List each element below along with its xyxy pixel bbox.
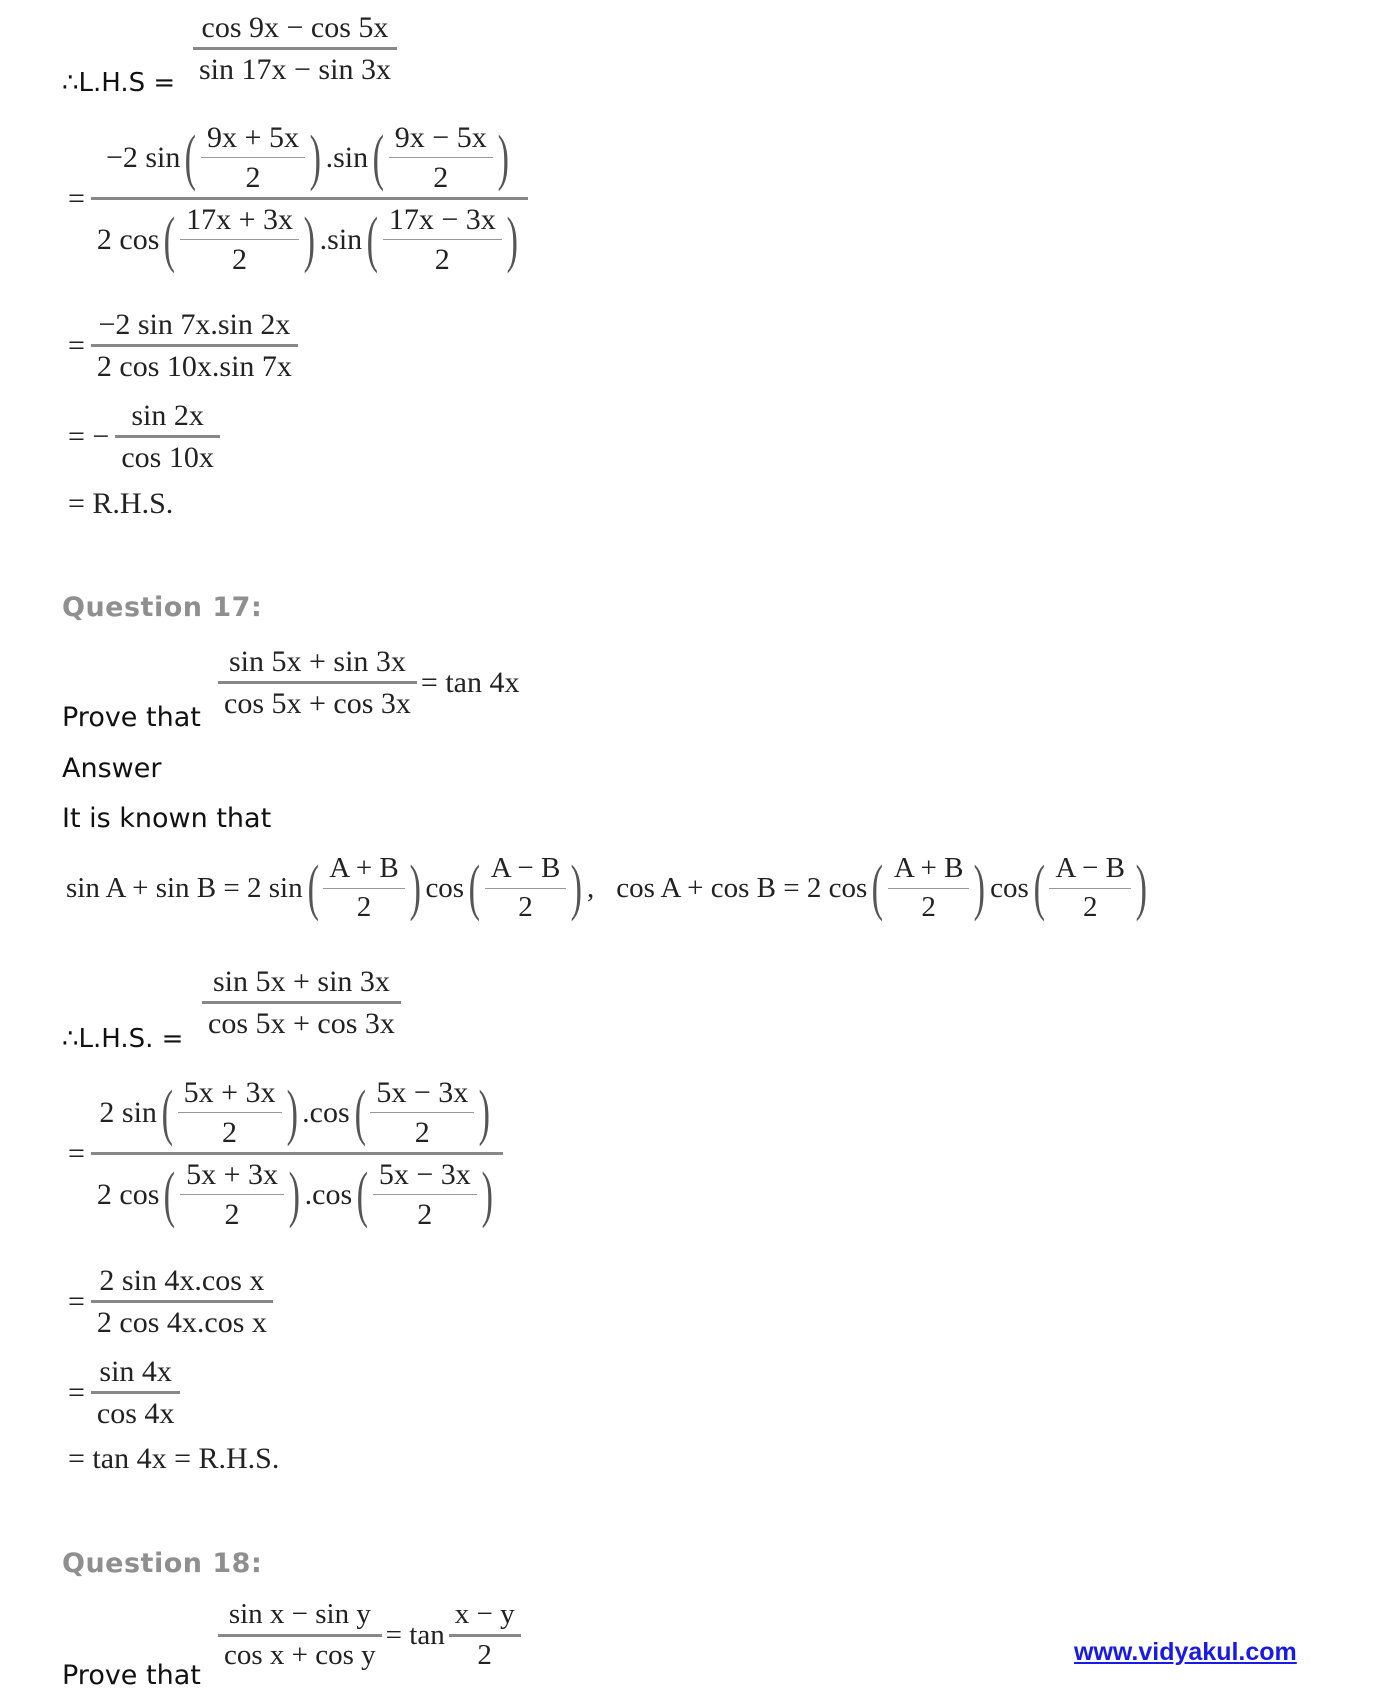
numerator: sin 2x <box>131 399 204 432</box>
vidyakul-link[interactable]: www.vidyakul.com <box>1074 1638 1297 1666</box>
q17-statement-fraction <box>218 642 519 723</box>
identity-lhs-2: cos A + cos B = 2 cos <box>616 871 868 904</box>
operator: cos <box>990 871 1029 904</box>
operator: .cos <box>304 1178 353 1211</box>
q16-step4: = R.H.S. <box>68 487 174 520</box>
q17-step1 <box>68 1073 503 1234</box>
numerator: A + B <box>329 852 399 884</box>
numerator: cos 9x − cos 5x <box>201 11 389 44</box>
q18-statement <box>218 1596 521 1674</box>
equals-sign: = <box>68 1375 85 1409</box>
denominator: 2 <box>417 1198 433 1231</box>
denominator: cos 10x <box>121 441 214 474</box>
numerator <box>100 118 519 197</box>
paren-group: ( $\frac{A + B}{2}$ ) <box>867 850 990 926</box>
equals-sign: = − <box>68 419 110 453</box>
q16-step2 <box>68 305 298 386</box>
numerator: 2 sin 4x.cos x <box>99 1264 265 1297</box>
q17-step4: = tan 4x = R.H.S. <box>68 1442 280 1475</box>
rhs-prefix: = tan <box>385 1618 445 1651</box>
coefficient: 2 sin <box>99 1096 157 1129</box>
equals-sign: = <box>68 1284 85 1318</box>
denominator: 2 <box>921 890 936 923</box>
denominator: 2 <box>222 1116 238 1149</box>
question-17-heading: Question 17: <box>62 592 263 623</box>
numerator: 9x − 5x <box>394 121 487 154</box>
denominator: cos 5x + cos 3x <box>208 1007 395 1040</box>
rhs: = tan 4x <box>420 665 520 699</box>
numerator: A + B <box>893 852 964 884</box>
q17-identity <box>66 850 1152 926</box>
denominator: 2 <box>232 243 248 276</box>
q16-step3 <box>68 396 220 477</box>
numerator: sin 5x + sin 3x <box>212 965 390 998</box>
numerator: sin 5x + sin 3x <box>228 645 406 678</box>
denominator: 2 <box>434 243 450 276</box>
numerator: −2 sin 7x.sin 2x <box>98 308 291 341</box>
equals-sign: = <box>68 181 85 215</box>
denominator: 2 <box>414 1116 430 1149</box>
paren-group: ( $\frac{9x + 5x}{2}$ ) <box>180 118 325 197</box>
numerator: A − B <box>490 852 561 884</box>
numerator: sin x − sin y <box>228 1598 371 1630</box>
operator: .cos <box>302 1096 350 1129</box>
question-18-heading: Question 18: <box>62 1548 263 1579</box>
q16-lhs-label: ∴L.H.S = <box>62 68 176 98</box>
numerator: A − B <box>1055 852 1125 884</box>
denominator: cos 5x + cos 3x <box>224 687 411 720</box>
coefficient: −2 sin <box>105 141 181 174</box>
fraction <box>449 1596 521 1674</box>
operator: cos <box>425 871 465 904</box>
operator: .sin <box>325 141 369 174</box>
q17-lhs-label: ∴L.H.S. = <box>62 1024 184 1054</box>
paren-group: ( $\frac{5x + 3x}{2}$ ) <box>157 1073 302 1152</box>
denominator <box>91 1155 503 1234</box>
paren-group: ( $\frac{17x + 3x}{2}$ ) <box>159 200 319 279</box>
denominator: 2 <box>433 161 449 194</box>
paren-group: ( $\frac{17x - 3x}{2}$ ) <box>362 200 522 279</box>
denominator: 2 <box>477 1638 492 1671</box>
numerator: 5x + 3x <box>186 1158 278 1191</box>
q17-step0-fraction <box>202 962 401 1043</box>
paren-group: ( $\frac{5x - 3x}{2}$ ) <box>352 1155 497 1234</box>
fraction <box>202 962 401 1043</box>
fraction <box>91 1352 181 1433</box>
denominator: cos 4x <box>96 1397 175 1430</box>
equals-sign: = <box>68 328 85 362</box>
fraction <box>91 305 298 386</box>
fraction <box>218 1596 382 1674</box>
q17-step2 <box>68 1261 273 1342</box>
denominator: 2 <box>356 890 372 923</box>
q17-answer-label: Answer <box>62 753 162 784</box>
paren-group: ( $\frac{5x - 3x}{2}$ ) <box>350 1073 495 1152</box>
q16-step0-fraction <box>193 8 397 89</box>
numerator: 17x − 3x <box>388 203 496 236</box>
denominator <box>91 200 528 279</box>
compound-fraction <box>91 1073 503 1234</box>
compound-fraction <box>91 118 528 279</box>
fraction <box>115 396 220 477</box>
fraction <box>218 642 417 723</box>
paren-group: ( $\frac{A + B}{2}$ ) <box>303 850 426 926</box>
paren-group: ( $\frac{5x + 3x}{2}$ ) <box>159 1155 304 1234</box>
numerator: 9x + 5x <box>207 121 299 154</box>
numerator: 5x + 3x <box>183 1076 276 1109</box>
denominator: sin 17x − sin 3x <box>199 53 391 86</box>
numerator: 5x − 3x <box>378 1158 471 1191</box>
denominator: 2 <box>1082 890 1098 923</box>
coefficient: 2 cos <box>96 223 160 256</box>
q17-step3 <box>68 1352 180 1433</box>
numerator: sin 4x <box>99 1355 172 1388</box>
numerator: 17x + 3x <box>186 203 293 236</box>
separator: , <box>586 871 595 904</box>
paren-group: ( $\frac{A - B}{2}$ ) <box>464 850 587 926</box>
fraction <box>193 8 397 89</box>
denominator: cos x + cos y <box>224 1638 376 1671</box>
numerator <box>93 1073 500 1152</box>
coefficient: 2 cos <box>96 1178 160 1211</box>
denominator: 2 cos 4x.cos x <box>96 1306 267 1339</box>
q18-prove-label: Prove that <box>62 1660 201 1691</box>
denominator: 2 <box>518 890 533 923</box>
paren-group: ( $\frac{9x - 5x}{2}$ ) <box>368 118 513 197</box>
denominator: 2 cos 10x.sin 7x <box>96 350 292 383</box>
identity-lhs-1: sin A + sin B = 2 sin <box>66 871 303 904</box>
equals-sign: = <box>68 1136 85 1170</box>
q17-prove-label: Prove that <box>62 702 201 733</box>
operator: .sin <box>319 223 363 256</box>
denominator: 2 <box>224 1198 240 1231</box>
q16-step1 <box>68 118 528 279</box>
numerator: 5x − 3x <box>376 1076 469 1109</box>
numerator: x − y <box>454 1598 515 1630</box>
denominator: 2 <box>245 161 261 194</box>
paren-group: ( $\frac{A - B}{2}$ ) <box>1029 850 1152 926</box>
fraction <box>91 1261 273 1342</box>
q17-known-label: It is known that <box>62 803 272 834</box>
